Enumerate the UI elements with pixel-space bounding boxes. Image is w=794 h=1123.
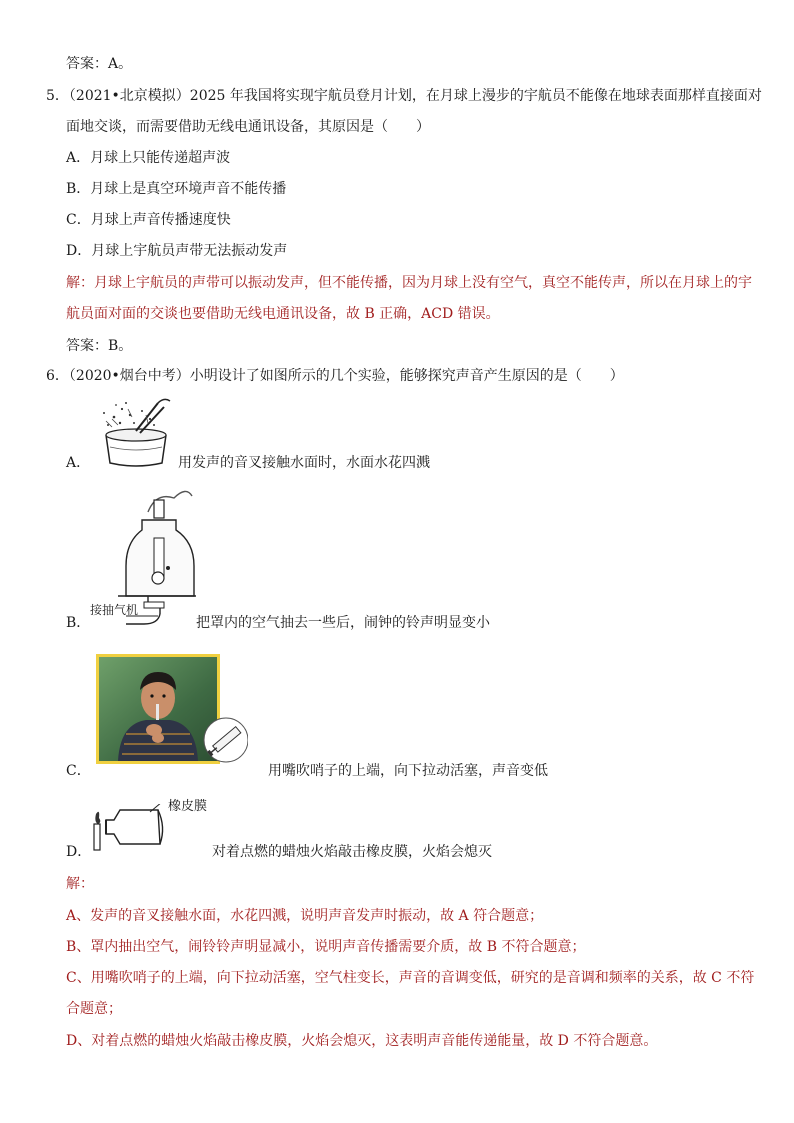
q6-solution-line-c-cont: 合题意；: [66, 1001, 122, 1017]
q5-solution-line2: 航员面对面的交谈也要借助无线电通讯设备，故 B 正确，ACD 错误。: [66, 306, 500, 322]
q5-option-c: C．月球上声音传播速度快: [66, 212, 231, 228]
q5-answer: 答案：B。: [66, 338, 133, 354]
q6-option-c-letter: C．: [66, 763, 91, 779]
q6-solution-line-a: A、发声的音叉接触水面，水花四溅，说明声音发声时振动，故 A 符合题意；: [66, 908, 544, 924]
q6-solution-line-b: B、罩内抽出空气，闹铃铃声明显减小，说明声音传播需要介质，故 B 不符合题意；: [66, 939, 586, 955]
q6-option-c-text: 用嘴吹哨子的上端，向下拉动活塞，声音变低: [268, 763, 548, 779]
q5-option-d: D．月球上宇航员声带无法振动发声: [66, 243, 288, 259]
boy-whistle-photo: [96, 654, 248, 764]
q5-stem-line1: 5．（2021•北京模拟）2025 年我国将实现宇航员登月计划，在月球上漫步的宇航员不能像在地球表面那样直接面对: [46, 88, 762, 104]
q6-option-d-letter: D．: [66, 844, 92, 860]
candle-bottle-figure: [90, 804, 174, 852]
q6-option-a-text: 用发声的音叉接触水面时，水面水花四溅: [178, 455, 430, 471]
rubber-membrane-label: 橡皮膜: [168, 799, 208, 814]
q6-option-d-text: 对着点燃的蜡烛火焰敲击橡皮膜，火焰会熄灭: [212, 844, 492, 860]
q6-option-b-text: 把罩内的空气抽去一些后，闹钟的铃声明显变小: [196, 615, 490, 631]
q4-answer: 答案：A。: [66, 56, 133, 72]
q6-solution-line-d: D、对着点燃的蜡烛火焰敲击橡皮膜，火焰会熄灭，这表明声音能传递能量，故 D 不符合题意。: [66, 1033, 658, 1049]
q6-option-a-letter: A．: [66, 455, 91, 471]
q5-solution-line1: 解：月球上宇航员的声带可以振动发声，但不能传播，因为月球上没有空气，真空不能传声，所以在月球上的宇: [66, 275, 752, 291]
q6-solution-line-c: C、用嘴吹哨子的上端，向下拉动活塞，空气柱变长，声音的音调变低，研究的是音调和频率的关系，故 C 不符: [66, 970, 755, 986]
vacuum-pump-label: 接抽气机: [90, 603, 139, 617]
q5-option-a: A．月球上只能传递超声波: [66, 150, 231, 166]
tuning-fork-water-figure: [92, 395, 180, 469]
q6-solution-head: 解：: [66, 876, 94, 892]
q5-stem-line2: 面地交谈，而需要借助无线电通讯设备，其原因是（ ）: [66, 119, 430, 135]
q6-stem: 6．（2020•烟台中考）小明设计了如图所示的几个实验，能够探究声音产生原因的是（ ）: [46, 368, 624, 384]
q6-option-b-letter: B．: [66, 615, 91, 631]
q5-option-b: B．月球上是真空环境声音不能传播: [66, 181, 287, 197]
